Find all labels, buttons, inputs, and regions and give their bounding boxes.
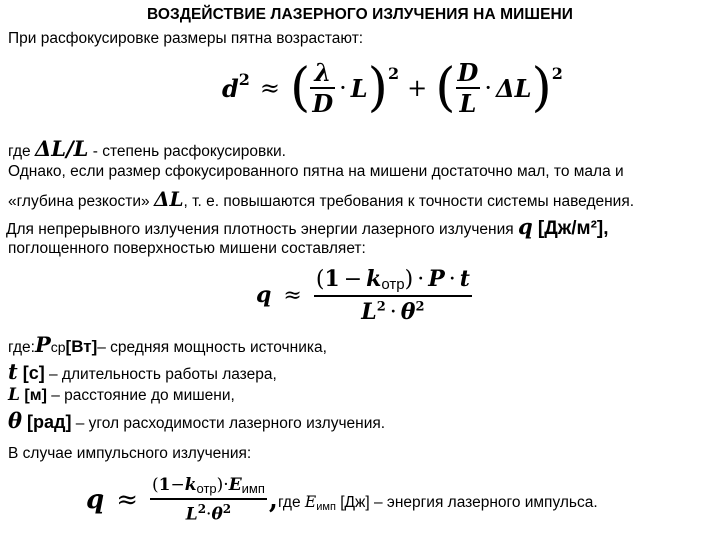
formula2-q: q [256, 282, 272, 308]
formula1-L2: L [459, 89, 477, 118]
formula3-approx: ≈ [116, 485, 138, 515]
formula-spot-size: d 2 ≈ ( $\frac{\lambda}{D}$ · L ) 2 + ( $\frac{D}{L}$ · ΔL ) 2 [222, 58, 563, 118]
formula1-L1: L [350, 73, 368, 103]
formula1-approx: ≈ [259, 74, 281, 102]
formula1-d: d [222, 73, 239, 103]
absorbed-line: поглощенного поверхностью мишени составляет: [8, 240, 366, 257]
formula1-frac1 [310, 58, 335, 118]
formula1-frac2 [456, 58, 481, 118]
formula1-exp1: 2 [387, 63, 400, 83]
t-symbol: t [8, 359, 18, 384]
formula1-lambda: λ [310, 58, 335, 89]
formula1-dot2: · [484, 74, 492, 102]
formula3-frac: $\frac{(1-k_{отр})\cdot E_{имп}}{L^2\cdot\theta^2}$ [151, 475, 265, 525]
formula1-D: D [312, 89, 334, 118]
depth-of-field-line: «глубина резкости» ΔL, т. е. повышаются требования к точности системы наведения. [8, 187, 635, 211]
def-power-line: где: P ср [Вт] – средняя мощность источника, [8, 332, 327, 357]
formula2-approx: ≈ [283, 282, 302, 308]
formula1-d-exp: 2 [238, 69, 250, 89]
L-symbol: L [8, 385, 20, 405]
pulse-line: В случае импульсного излучения: [8, 445, 252, 462]
formula1-deltaL: ΔL [495, 73, 532, 103]
pulse-energy-def: где $E_{имп}$ [Дж] – энергия лазерного импульса. [277, 493, 598, 513]
defocus-symbol: ΔL/L [34, 136, 89, 161]
q-symbol: q [517, 214, 533, 239]
where-defocus-line: где ΔL/L - степень расфокусировки. [8, 136, 286, 161]
continuous-line: Для непрерывного излучения плотность энергии лазерного излучения q [Дж/м²], [6, 214, 609, 239]
def-angle-line: θ [рад] – угол расходимости лазерного излучения. [8, 408, 386, 433]
however-line: Однако, если размер сфокусированного пятна на мишени достаточно мал, то мала и [8, 163, 624, 180]
formula-pulse: q ≈ $\frac{(1-k_{отр})\cdot E_{имп}}{L^2\cdot\theta^2}$ , где $E_{имп}$ [Дж] – энергия лазерного импульса. [86, 475, 598, 525]
formula3-q: q [86, 485, 105, 515]
formula-continuous [256, 262, 472, 328]
P-symbol: P [34, 332, 51, 357]
formula1-exp2: 2 [551, 63, 563, 83]
def-time-line: t [с] – длительность работы лазера, [8, 359, 277, 384]
def-distance-line: L [м] – расстояние до мишени, [8, 385, 235, 405]
theta-symbol: θ [8, 408, 23, 433]
depth-symbol: ΔL [153, 187, 184, 211]
q-unit: [Дж/м²], [532, 218, 609, 239]
page-title: ВОЗДЕЙСТВИЕ ЛАЗЕРНОГО ИЗЛУЧЕНИЯ НА МИШЕНИ [146, 6, 574, 23]
formula1-D2: D [457, 58, 479, 87]
formula1-dot1: · [339, 74, 347, 102]
formula2-frac: $\frac{(1 - k_{отр}) \cdot P \cdot t}{L^2 \cdot \theta^2}$ [315, 265, 470, 325]
formula1-plus: + [407, 74, 428, 102]
intro-line: При расфокусировке размеры пятна возрастают: [8, 30, 364, 47]
